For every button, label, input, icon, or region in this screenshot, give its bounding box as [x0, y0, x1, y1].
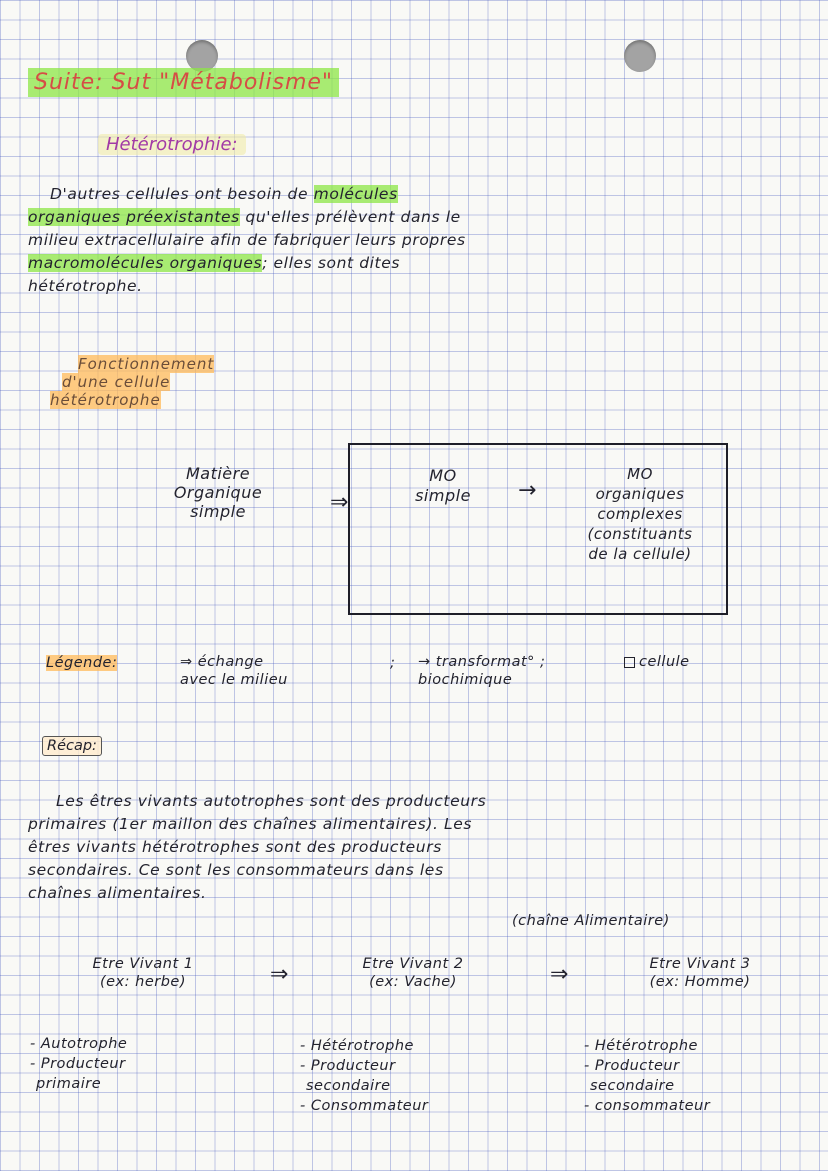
transform-arrow-icon: → [518, 478, 537, 503]
intro-highlight-preexistantes: organiques préexistantes [28, 208, 240, 226]
being-2-trait-3: secondaire [306, 1078, 391, 1094]
being-2-traits [300, 1036, 428, 1116]
intro-line-2 [28, 206, 466, 229]
heading-line-3: hétérotrophe [50, 391, 161, 409]
legend-exchange-line-2: avec le milieu [180, 672, 288, 688]
being-1-trait-3: primaire [36, 1076, 102, 1092]
being-2-trait-4: - Consommateur [300, 1098, 429, 1114]
chain-arrow-1-icon: ⇒ [270, 962, 289, 987]
diagram-output [560, 464, 720, 564]
cell-square-icon [624, 657, 635, 668]
input-line-3: simple [190, 502, 246, 521]
heading-line-2: d'une cellule [62, 373, 171, 391]
intro-text-3: ; elles sont dites [262, 254, 401, 272]
intro-paragraph [28, 183, 466, 298]
being-2-header [318, 955, 508, 991]
output-line-1: MO [627, 465, 653, 483]
punch-hole-right [624, 40, 656, 72]
output-line-2: organiques [595, 485, 685, 503]
legend-separator: ; [390, 655, 396, 671]
being-1-traits [30, 1034, 127, 1094]
output-line-4: (constituants [587, 525, 693, 543]
diagram-inner [388, 466, 498, 506]
being-1-trait-1: - Autotrophe [30, 1036, 128, 1052]
being-3-trait-3: secondaire [590, 1078, 675, 1094]
legend-exchange-line-1: ⇒ échange [180, 654, 264, 670]
heading-line-1: Fonctionnement [78, 355, 215, 373]
legend-transform-line-1: → transformat° ; [418, 654, 546, 670]
being-3-traits [584, 1036, 710, 1116]
being-3-trait-2: - Producteur [584, 1058, 680, 1074]
recap-paragraph [28, 790, 486, 905]
being-2-name: Etre Vivant 2 [362, 956, 464, 972]
diagram-input [128, 464, 308, 521]
being-2-trait-1: - Hétérotrophe [300, 1038, 414, 1054]
recap-label: Récap: [42, 736, 102, 756]
being-1-name: Etre Vivant 1 [92, 956, 194, 972]
intro-line-4 [28, 252, 466, 275]
output-line-3: complexes [597, 505, 683, 523]
being-3-trait-1: - Hétérotrophe [584, 1038, 698, 1054]
legend-label-text: Légende: [46, 655, 118, 671]
section-heading-fonctionnement [50, 355, 214, 409]
legend-label [46, 654, 117, 672]
chain-arrow-2-icon: ⇒ [550, 962, 569, 987]
recap-line-2: primaires (1er maillon des chaînes alimentaires). Les [28, 815, 473, 833]
intro-highlight-macromolecules: macromolécules organiques [28, 254, 263, 272]
intro-highlight-molecules: molécules [313, 185, 398, 203]
legend-transform-line-2: biochimique [418, 672, 513, 688]
inner-line-1: MO [429, 466, 457, 485]
food-chain-caption: (chaîne Alimentaire) [512, 913, 670, 929]
section-title-heterotrophie: Hétérotrophie: [98, 134, 246, 155]
input-line-1: Matière [185, 464, 251, 483]
being-2-example: (ex: Vache) [369, 974, 457, 990]
output-line-5: de la cellule) [588, 545, 692, 563]
input-line-2: Organique [173, 483, 263, 502]
intro-text-2: qu'elles prélèvent dans le [239, 208, 461, 226]
intro-line-5: hétérotrophe. [28, 277, 143, 295]
recap-line-4: secondaires. Ce sont les consommateurs dans les [28, 861, 444, 879]
being-3-name: Etre Vivant 3 [649, 956, 751, 972]
recap-line-3: êtres vivants hétérotrophes sont des producteurs [28, 838, 442, 856]
recap-line-1: Les êtres vivants autotrophes sont des producteurs [56, 792, 487, 810]
legend-item-cell [620, 653, 690, 671]
intro-text-1: D'autres cellules ont besoin de [50, 185, 314, 203]
page-title: Suite: Sut "Métabolisme" [28, 68, 339, 97]
being-2-trait-2: - Producteur [300, 1058, 396, 1074]
inner-line-2: simple [415, 486, 471, 505]
legend-item-exchange [180, 653, 288, 689]
intro-line-1 [28, 183, 466, 206]
legend-item-transformation [418, 653, 545, 689]
double-arrow-icon: ⇒ [330, 490, 349, 515]
being-3-header [600, 955, 800, 991]
legend-cell-text: cellule [639, 654, 690, 670]
being-1-example: (ex: herbe) [99, 974, 186, 990]
being-1-trait-2: - Producteur [30, 1056, 126, 1072]
recap-line-5: chaînes alimentaires. [28, 884, 207, 902]
intro-line-3: milieu extracellulaire afin de fabriquer leurs propres [28, 231, 466, 249]
being-3-trait-4: - consommateur [584, 1098, 711, 1114]
being-1-header [58, 955, 228, 991]
being-3-example: (ex: Homme) [649, 974, 751, 990]
